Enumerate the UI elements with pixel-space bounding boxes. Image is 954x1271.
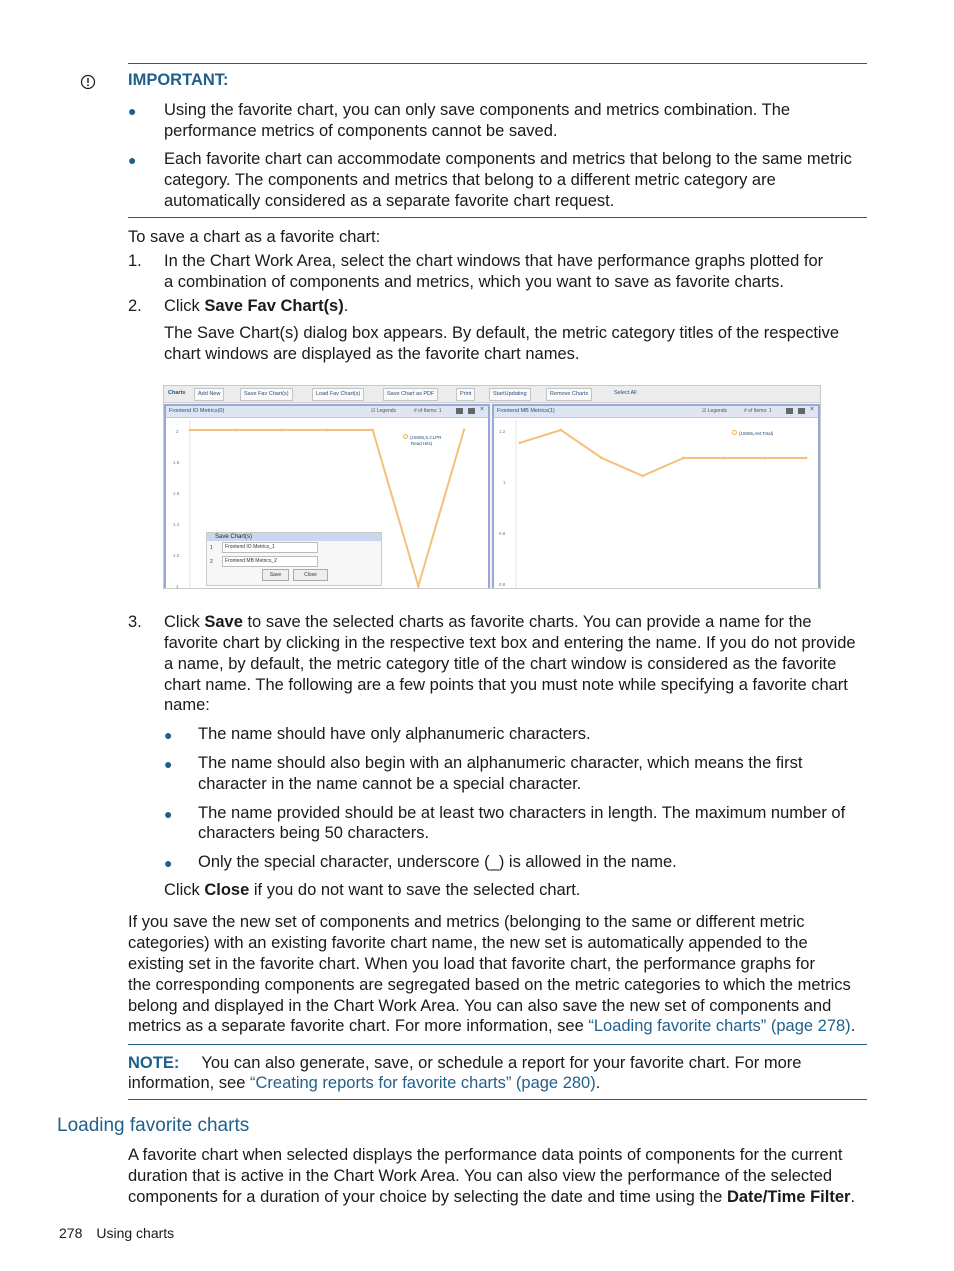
legends-checkbox[interactable]: ☑ Legends	[702, 408, 728, 414]
step-1-line-2: a combination of components and metrics, which you want to save as favorite charts.	[164, 273, 784, 291]
y-tick: 1	[503, 480, 506, 485]
name-rule-3-line-1: The name provided should be at least two characters in length. The maximum number of	[198, 804, 846, 822]
section-line-1: A favorite chart when selected displays the performance data points of components for the current	[128, 1146, 843, 1164]
save-charts-dialog	[206, 532, 382, 586]
legend-entry: (15055,AM,Total)	[732, 430, 773, 437]
step-1-line-1: In the Chart Work Area, select the chart windows that have performance graphs plotted for	[164, 252, 824, 270]
intro-text: To save a chart as a favorite chart:	[128, 228, 381, 246]
dialog-row-number: 2	[210, 559, 213, 565]
y-tick: 1.6	[173, 491, 180, 496]
note-label: NOTE:	[128, 1054, 180, 1072]
favorite-name-input-2[interactable]: Frontend MB Metrics_2	[222, 556, 318, 567]
para-line-4: the corresponding components are segregated based on the metric categories to which the metrics	[128, 976, 851, 994]
favorite-name-input-1[interactable]: Frontend IO Metrics_1	[222, 542, 318, 553]
legend-marker	[403, 434, 408, 439]
data-point	[417, 585, 420, 588]
step-3-line-2: favorite chart by clicking in the respective text box and entering the name. If you do not provide	[164, 634, 856, 652]
note-bottom-rule	[128, 1099, 867, 1100]
bullet-icon: ●	[128, 152, 137, 168]
data-point	[682, 457, 685, 460]
name-rule-1: The name should have only alphanumeric characters.	[198, 725, 591, 743]
name-rule-2-line-2: character in the name cannot be a special character.	[198, 775, 582, 793]
step-2-text: Click Save Fav Chart(s).	[164, 297, 349, 315]
start-updating-button[interactable]: StartUpdating	[489, 388, 531, 401]
creating-reports-link[interactable]: “Creating reports for favorite charts” (page 280)	[249, 1074, 596, 1092]
y-tick: 1.2	[173, 553, 180, 558]
step-2-result-line-1: The Save Chart(s) dialog box appears. By default, the metric category titles of the respective	[164, 324, 840, 342]
y-tick: 1.8	[173, 460, 180, 465]
important-bottom-rule	[128, 217, 867, 218]
y-tick: 2	[176, 429, 179, 434]
name-rule-3-line-2: characters being 50 characters.	[198, 824, 430, 842]
note-line-1: NOTE: You can also generate, save, or schedule a report for your favorite chart. For more	[128, 1054, 802, 1072]
note-top-rule	[128, 1044, 867, 1045]
page-footer	[59, 1223, 174, 1244]
para-line-2: categories) with an existing favorite chart name, the new set is automatically appended to the	[128, 934, 808, 952]
data-point	[600, 457, 603, 460]
data-point	[189, 429, 192, 432]
step-3-line-4: chart name. The following are a few points that you must note while specifying a favorite chart	[164, 676, 848, 694]
legend-marker	[732, 430, 737, 435]
y-tick: 0.8	[499, 582, 506, 587]
bullet-icon: ●	[128, 103, 137, 119]
important-title: IMPORTANT:	[128, 71, 229, 89]
dialog-row-number: 1	[210, 545, 213, 551]
important-bullet-2-line-3: automatically considered as a separate favorite chart request.	[164, 192, 615, 210]
important-icon	[80, 74, 96, 90]
important-bullet-1-line-1: Using the favorite chart, you can only save components and metrics combination. The	[164, 101, 791, 119]
step-3-line-5: name:	[164, 696, 210, 714]
chart-work-area-screenshot	[163, 385, 821, 589]
bullet-icon: ●	[164, 756, 173, 772]
name-rule-2-line-1: The name should also begin with an alphanumeric character, which means the first	[198, 754, 803, 772]
top-rule	[128, 63, 867, 64]
bullet-icon: ●	[164, 727, 173, 743]
data-point	[559, 429, 562, 432]
chart-pane-frontend-mb	[492, 404, 820, 589]
legends-checkbox[interactable]: ☑ Legends	[371, 408, 397, 414]
section-line-2: duration that is active in the Chart Work Area. You can also view the performance of the selected	[128, 1167, 833, 1185]
data-point	[723, 457, 726, 460]
y-tick: 0.8	[499, 531, 506, 536]
chart-toolbar	[164, 386, 820, 403]
name-rule-4: Only the special character, underscore (_) is allowed in the name.	[198, 853, 677, 871]
save-fav-chart-term: Save Fav Chart(s)	[204, 297, 344, 315]
legend-entry: (15055,S,CLPR Read Hits)	[403, 434, 442, 447]
print-button[interactable]: Print	[456, 388, 475, 401]
footer-title: Using charts	[96, 1225, 175, 1241]
save-fav-charts-button[interactable]: Save Fav Chart(s)	[240, 388, 293, 401]
pane-title: Frontend IO Metrics(0)	[169, 408, 225, 414]
load-fav-charts-button[interactable]: Load Fav Chart(s)	[312, 388, 364, 401]
step-1-number: 1.	[128, 252, 142, 270]
para-line-3: existing set in the favorite chart. When you load that favorite chart, the performance graphs for	[128, 955, 815, 973]
important-bullet-2-line-2: category. The components and metrics that belong to a different metric category are	[164, 171, 776, 189]
bullet-icon: ●	[164, 855, 173, 871]
step-2-result-line-2: chart windows are displayed as the favorite chart names.	[164, 345, 580, 363]
data-point	[371, 429, 374, 432]
dialog-save-button[interactable]: Save	[262, 569, 289, 581]
data-point	[463, 429, 466, 432]
data-point	[764, 457, 767, 460]
loading-favorite-charts-link[interactable]: “Loading favorite charts” (page 278)	[588, 1017, 851, 1035]
items-count: # of Items: 1	[744, 408, 772, 414]
y-tick: 1.4	[173, 522, 180, 527]
important-bullet-1-line-2: performance metrics of components cannot be saved.	[164, 122, 558, 140]
date-time-filter-term: Date/Time Filter	[726, 1188, 851, 1206]
y-tick: 1.2	[499, 429, 506, 434]
data-point	[805, 457, 808, 460]
data-point	[234, 429, 237, 432]
important-bullet-2-line-1: Each favorite chart can accommodate components and metrics that belong to the same metric	[164, 150, 852, 168]
data-point	[519, 441, 522, 444]
bullet-icon: ●	[164, 806, 173, 822]
dialog-title: Save Chart(s)	[207, 533, 381, 541]
dialog-close-button[interactable]: Close	[293, 569, 328, 581]
remove-charts-button[interactable]: Remove Charts	[546, 388, 592, 401]
save-term: Save	[204, 613, 243, 631]
page-number: 278	[59, 1225, 83, 1241]
add-new-button[interactable]: Add New	[194, 388, 224, 401]
toolbar-charts-label: Charts	[168, 390, 186, 396]
items-count: # of Items: 1	[414, 408, 442, 414]
step-2-number: 2.	[128, 297, 142, 315]
section-line-3: components for a duration of your choice by selecting the date and time using the Date/Time Filter.	[128, 1188, 856, 1206]
data-point	[641, 475, 644, 478]
section-heading: Loading favorite charts	[57, 1115, 250, 1136]
close-icon[interactable]: ×	[480, 406, 485, 413]
step-3-line-1: Click Save to save the selected charts as favorite charts. You can provide a name for the	[164, 613, 812, 631]
para-line-1: If you save the new set of components and metrics (belonging to the same or different metric	[128, 913, 805, 931]
step-3-line-3: a name, by default, the metric category title of the chart window is considered as the favorite	[164, 655, 837, 673]
data-point	[280, 429, 283, 432]
para-line-5: belong and displayed in the Chart Work Area. You can also save the new set of components and	[128, 997, 832, 1015]
pane-title: Frontend MB Metrics(1)	[497, 408, 555, 414]
close-instruction: Click Close if you do not want to save the selected chart.	[164, 881, 581, 899]
chart-pane-frontend-io	[164, 404, 490, 589]
note-line-2: information, see “Creating reports for favorite charts” (page 280).	[128, 1074, 601, 1092]
save-chart-as-pdf-button[interactable]: Save Chart as PDF	[383, 388, 438, 401]
step-3-number: 3.	[128, 613, 142, 631]
close-icon[interactable]: ×	[810, 406, 815, 413]
select-all-link[interactable]: Select All	[614, 390, 637, 396]
data-point	[326, 429, 329, 432]
para-line-6: metrics as a separate favorite chart. For more information, see “Loading favorite charts” (page 278).	[128, 1017, 856, 1035]
close-term: Close	[204, 881, 250, 899]
y-tick: 1	[176, 584, 179, 589]
